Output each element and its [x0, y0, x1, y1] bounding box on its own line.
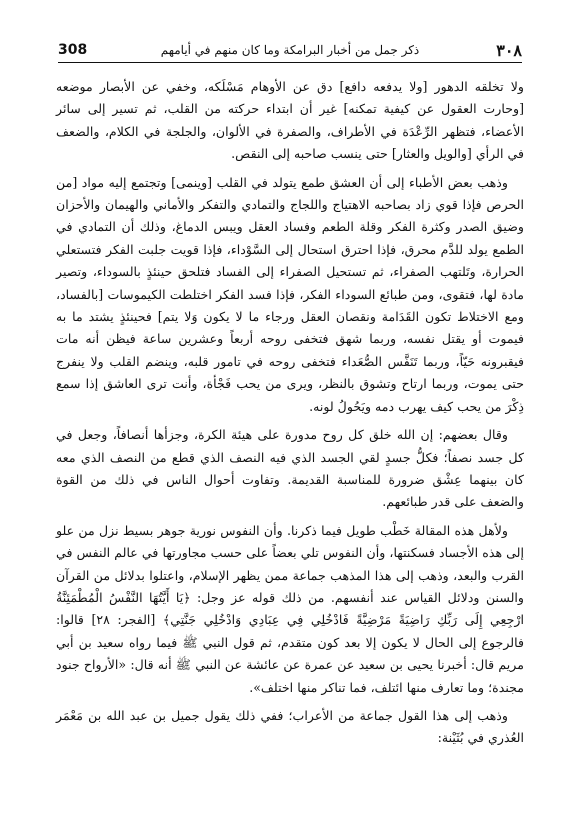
paragraph-2: وذهب بعض الأطباء إلى أن العشق طمع يتولد في القلب [وينمى] وتجتمع إليه مواد [من الحرص فإذا قوي زاد بصاحبه الاهتياج واللجاج والتمادي والتفكر والأماني والهيمان والأحزان وضيق الصدر وكثرة الفكر وقلة الطعم وفساد العقل ويبس الدماغ، وذلك أن التمادي في الطمع يولد للدَّم محرق، فإذا احترق استحال إلى السَّوْداء، فإذا قويت جلبت الفكر فتستعلي الحرارة، وتَلتهب الصفراء، ثم تستحيل الصفراء إلى الفساد فتلحق حينئذٍ بالسوداء، وتصير مادة لها، فتقوى، ومن طبائع السوداء الفكر، فإذا فسد الفكر اختلطت الكيموسات [بالفساد، ومع الاختلاط تكون القَدَامة ونقصان العقل ورجاء ما لا يكون وَلا يتم] فحينئذٍ يشتد ما به فيموت أو يقتل نفسه، وربما شهق فتخفى روحه أربعاً وعشرين ساعة فيظن أنه مات فيقبرونه حَيّاً، وربما تَنَفَّس الصُّعَداء فتخفى روحه في تامور قلبه، وينضم القلب ولا ينفرج حتى يموت، وربما ارتاح وتشوق بالنظر، ويرى من يحب فَجْأة، وأنت ترى العاشق إذا سمع ذِكْرَ من يحب كيف يهرب دمه ويَحُولُ لونه. [56, 174, 524, 414]
paragraph-5: وذهب إلى هذا القول جماعة من الأعراب؛ ففي ذلك يقول جميل بن عبد الله بن مَعْمَر العُذري في بُثَيْنة: [56, 707, 524, 746]
page-body [56, 76, 524, 752]
header-rule [58, 62, 522, 63]
page-header [58, 40, 522, 66]
running-title: ذكر جمل من أخبار البرامكة وما كان منهم في أيامهم [160, 43, 420, 57]
paragraph-3: وقال بعضهم: إن الله خلق كل روح مدورة على هيئة الكرة، وجزأها أنصافاً، وجعل في كل جسد نصفاً؛ فكلُّ جسدٍ لقي الجسد الذي فيه النصف الذي قطع من النصف الذي معه كان بينهما عِشْق ضرورة للمناسبة القديمة. وتفاوت أحوال الناس في ذلك من القوة والضعف على قدر طبائعهم. [56, 427, 524, 510]
paragraph-1: ولا تخلقه الدهور [ولا يدفعه دافع] دق عن الأوهام مَسْلَكه، وخفي عن الأبصار موضعه [وحارت العقول عن كيفية تمكنه] غير أن ابتداء حركته من القلب، ثم تسير إلى سائر الأعضاء، فتظهر الرِّعْدَة في الأطراف، والصفرة في الألوان، والجلجة في الكلام، والضعف في الرأي [والويل والعثار] حتى ينسب صاحبه إلى النقص. [56, 79, 524, 162]
page-number-latin: 308 [58, 42, 88, 58]
paragraph-4: ولأهل هذه المقالة خَطْب طويل فيما ذكرنا. وأن النفوس نورية جوهر بسيط نزل من علو إلى هذه الأجساد فسكنتها، وأن النفوس تلي بعضاً على حسب مجاورتها في عالم النفس في القرب والبعد، وذهب إلى هذا المذهب جماعة ممن يظهر الإسلام، واعتلوا بدلائل من القرآن والسنن ودلائل القياس عند أنفسهم. من ذلك قوله عز وجل: ﴿يَا أَيَّتُهَا النَّفْسُ الْمُطْمَئِنَّةُ ارْجِعِي إِلَى رَبِّكِ رَاضِيَةً مَرْضِيَّةً فَادْخُلِي فِي عِبَادِي وَادْخُلِي جَنَّتِي﴾ [الفجر: ٢٨] قالوا: فالرجوع إلى الحال لا يكون إلا بعد كون متقدم، ثم قول النبي ﷺ فيما رواه سعيد بن أبي مريم قال: أخبرنا يحيى بن سعيد عن عمرة عن عائشة عن النبي ﷺ أنه قال: «الأرواح جنود مجندة؛ وما تعارف منها ائتلف، فما تناكر منها اختلف». [56, 522, 524, 695]
page-number-arabic: ٣٠٨ [496, 41, 522, 60]
